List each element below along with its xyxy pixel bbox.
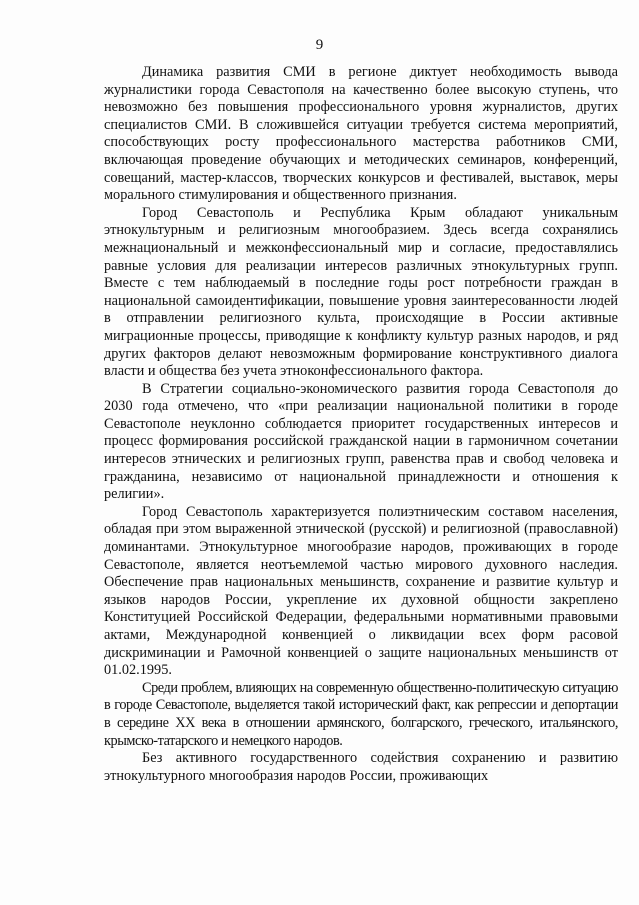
paragraph-ethnocultural-diversity: Город Севастополь и Республика Крым обладают уникальным этнокультурным и религиозным многообразием. Здесь всегда сохранялись межнациональный и межконфессиональный мир и согласие, предоставлялись равные условия для реализации интересов различных этнокультурных групп. Вместе с тем наблюдаемый в последние годы рост потребности граждан в национальной самоидентификации, повышение уровня заинтересованности людей в отправлении религиозного культа, происходящие в России активные миграционные процессы, приводящие к конфликту культур разных народов, и ряд других факторов делают невозможным формирование конструктивного диалога власти и общества без учета этноконфессионального фактора. [104, 204, 618, 380]
paragraph-strategy-quote: В Стратегии социально-экономического развития города Севастополя до 2030 года отмечено, что «при реализации национальной политики в городе Севастополе неуклонно соблюдается приоритет государственных интересов и процесс формирования российской гражданской нации в гармоничном сочетании интересов этнических и религиозных групп, равенства прав и свобод человека и гражданина, независимо от национальной принадлежности и отношения к религии». [104, 380, 618, 503]
page-number: 9 [315, 37, 324, 53]
paragraph-smi-development: Динамика развития СМИ в регионе диктует необходимость вывода журналистики города Севастополя на качественно более высокую ступень, что невозможно без повышения профессионального уровня журналистов, других специалистов СМИ. В сложившейся ситуации требуется система мероприятий, способствующих росту профессионального мастерства работников СМИ, включающая проведение обучающих и методических семинаров, конференций, совещаний, мастер-классов, творческих конкурсов и фестивалей, выставок, меры морального стимулирования и общественного признания. [104, 64, 618, 204]
paragraph-repressions-deportations: Среди проблем, влияющих на современную общественно-политическую ситуацию в городе Севастополе, выделяется такой исторический факт, как репрессии и депортации в середине XX века в отношении армянского, болгарского, греческого, итальянского, крымско-татарского и немецкого народов. [104, 679, 618, 749]
paragraph-polyethnic-composition: Город Севастополь характеризуется полиэтническим составом населения, обладая при этом выраженной этнической (русской) и религиозной (православной) доминантами. Этнокультурное многообразие народов, проживающих в городе Севастополе, является неотъемлемой частью мирового духовного наследия. Обеспечение прав национальных меньшинств, сохранение и развитие культур и языков народов России, укрепление их духовной общности закреплено Конституцией Российской Федерации, федеральными нормативными правовыми актами, Международной конвенцией о ликвидации всех форм расовой дискриминации и Рамочной конвенцией о защите национальных меньшинств от 01.02.1995. [104, 503, 618, 679]
paragraph-state-support: Без активного государственного содействия сохранению и развитию этнокультурного многообразия народов России, проживающих [104, 750, 618, 784]
body-text [104, 64, 618, 785]
